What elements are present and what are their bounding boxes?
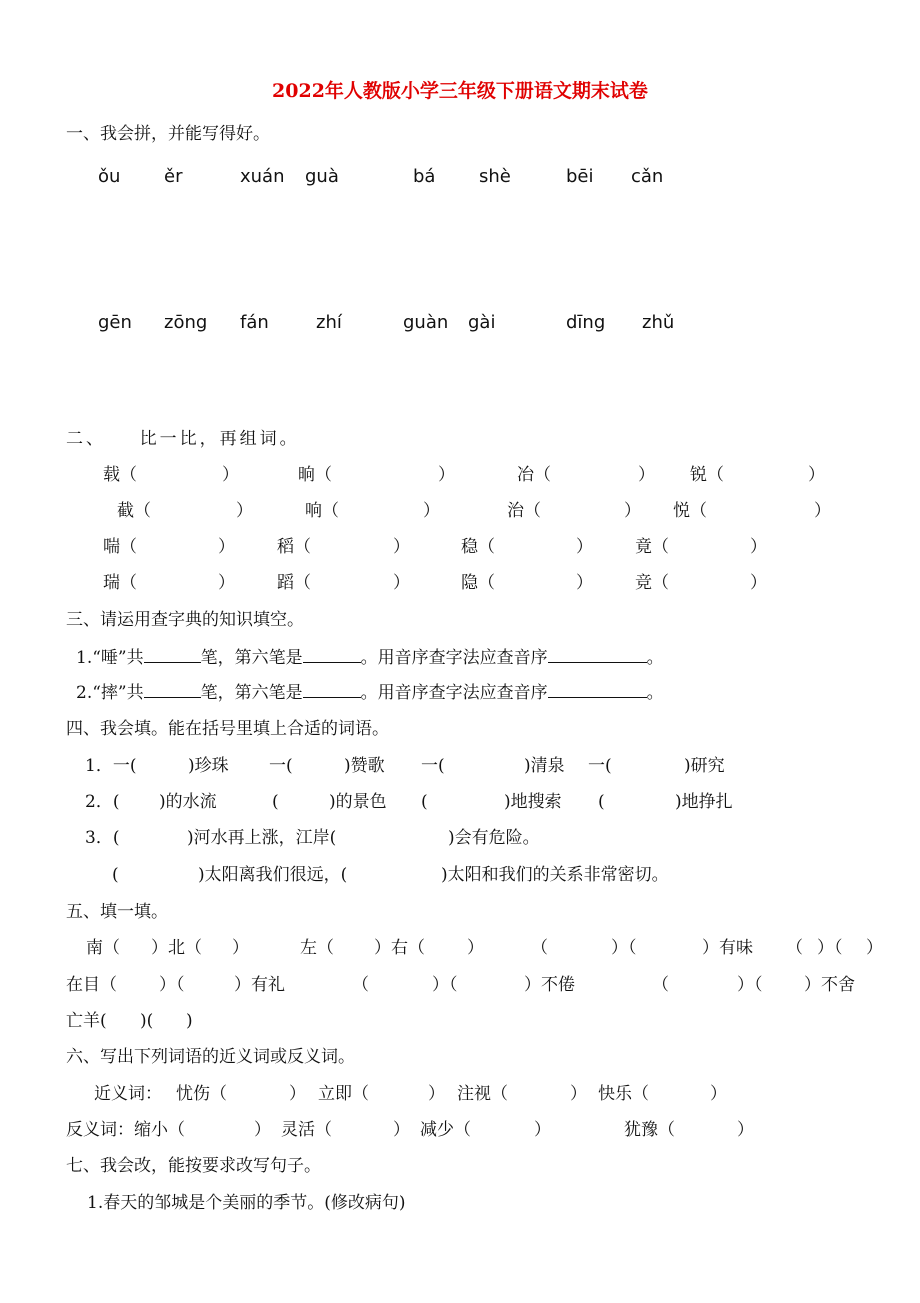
word-text: ） (534, 1120, 551, 1140)
idiom-text: ） (866, 938, 883, 958)
char-blank-close: ） (638, 465, 655, 485)
idiom-text: ）右（ (374, 938, 425, 958)
char-blank-close: ） (438, 465, 455, 485)
fill-text: )研究 (684, 756, 725, 776)
char-blank-close: ） (808, 465, 825, 485)
page-title: 2022年人教版小学三年级下册语文期末试卷 (272, 80, 648, 102)
word-text: 立即（ (318, 1084, 369, 1104)
char-blank: 稳（ (461, 537, 495, 557)
word-text: ） (254, 1120, 271, 1140)
char-blank: 竞（ (635, 573, 669, 593)
idiom-text: ） (467, 938, 484, 958)
answer-blank[interactable] (548, 646, 647, 663)
char-blank: 锐（ (690, 465, 724, 485)
idiom-text: ）不倦 (524, 975, 575, 995)
char-blank: 悦（ (673, 501, 707, 521)
char-blank: 冶（ (517, 465, 551, 485)
pinyin-item: guà (305, 166, 339, 187)
rewrite-item-1: 1.春天的邹城是个美丽的季节。(修改病句) (87, 1193, 406, 1213)
fill-text: )珍珠 (188, 756, 229, 776)
char-blank-close: ） (814, 501, 831, 521)
fill-text: )太阳和我们的关系非常密切。 (441, 865, 669, 885)
idiom-text: ）（ (159, 975, 185, 995)
idiom-text: ）（ (817, 938, 843, 958)
pinyin-item: zhí (316, 312, 342, 333)
pinyin-item: fán (240, 312, 269, 333)
idiom-text: 南（ (86, 938, 120, 958)
fill-text: 一( (269, 756, 293, 776)
idiom-text: （ (786, 938, 803, 958)
word-text: 灵活（ (281, 1120, 332, 1140)
char-blank: 瑞（ (103, 573, 137, 593)
word-text: ） (710, 1084, 727, 1104)
dict-text: 。 (646, 683, 664, 703)
word-text: ） (393, 1120, 410, 1140)
fill-text: )赞歌 (344, 756, 385, 776)
idiom-text: （ (652, 975, 669, 995)
answer-blank[interactable] (303, 646, 361, 663)
section-3-heading: 三、请运用查字典的知识填空。 (66, 610, 304, 630)
idiom-text: ）北（ (151, 938, 202, 958)
char-blank-close: ） (750, 537, 767, 557)
char-blank-close: ） (423, 501, 440, 521)
fill-text: )地搜索 (504, 792, 562, 812)
word-text: 反义词：缩小（ (66, 1120, 185, 1140)
char-blank-close: ） (576, 573, 593, 593)
pinyin-item: xuán (240, 166, 285, 187)
pinyin-item: shè (479, 166, 511, 187)
idiom-text: ）（ (737, 975, 763, 995)
idiom-text: ）（ (432, 975, 458, 995)
char-blank-close: ） (393, 537, 410, 557)
fill-text: )会有危险。 (448, 828, 540, 848)
pinyin-item: ǒu (98, 166, 121, 187)
idiom-text: ）有礼 (234, 975, 285, 995)
word-text: ） (428, 1084, 445, 1104)
section-7-heading: 七、我会改，能按要求改写句子。 (66, 1156, 321, 1176)
char-blank: 隐（ (461, 573, 495, 593)
fill-text: 3．( (85, 828, 120, 848)
dict-text: 。 (646, 648, 664, 668)
section-4-heading: 四、我会填。能在括号里填上合适的词语。 (66, 719, 389, 739)
dictionary-item-2 (76, 681, 664, 704)
dict-text: 。用音序查字法应查音序 (360, 683, 548, 703)
pinyin-item: dīng (566, 312, 606, 333)
dict-text: 。用音序查字法应查音序 (360, 648, 548, 668)
word-text: 注视（ (457, 1084, 508, 1104)
char-blank-close: ） (222, 465, 239, 485)
answer-blank[interactable] (303, 681, 361, 698)
section-6-heading: 六、写出下列词语的近义词或反义词。 (66, 1047, 355, 1067)
char-blank: 晌（ (298, 465, 332, 485)
section-1-heading: 一、我会拼，并能写得好。 (66, 124, 270, 144)
char-blank: 响（ (305, 501, 339, 521)
char-blank-close: ） (624, 501, 641, 521)
idiom-text: ） (232, 938, 249, 958)
fill-text: )地挣扎 (675, 792, 733, 812)
pinyin-item: gài (468, 312, 496, 333)
pinyin-item: gēn (98, 312, 132, 333)
char-blank: 截（ (117, 501, 151, 521)
fill-text: ( (421, 792, 428, 812)
idiom-text: 在目（ (66, 975, 117, 995)
dict-text: 2.“摔”共 (76, 683, 144, 703)
section-5-heading: 五、填一填。 (66, 902, 168, 922)
char-blank: 稻（ (277, 537, 311, 557)
pinyin-item: guàn (403, 312, 449, 333)
char-blank: 竟（ (635, 537, 669, 557)
pinyin-item: cǎn (631, 166, 664, 187)
word-text: 减少（ (420, 1120, 471, 1140)
fill-text: 一( (421, 756, 445, 776)
idiom-text: ) (186, 1011, 193, 1031)
word-text: 忧伤（ (176, 1084, 227, 1104)
fill-text: ( (112, 865, 119, 885)
pinyin-item: ěr (164, 166, 183, 187)
fill-text: ( (272, 792, 279, 812)
pinyin-item: zhǔ (642, 312, 675, 333)
dict-text: 笔，第六笔是 (200, 648, 303, 668)
idiom-text: 左（ (300, 938, 334, 958)
idiom-text: )( (140, 1011, 154, 1031)
char-blank-close: ） (218, 537, 235, 557)
answer-blank[interactable] (144, 646, 201, 663)
word-text: 近义词： (94, 1084, 162, 1104)
section-2-heading: 二、 比一比，再组词。 (66, 429, 300, 449)
char-blank: 蹈（ (277, 573, 311, 593)
pinyin-item: bá (413, 166, 436, 187)
idiom-text: （ (352, 975, 369, 995)
char-blank: 治（ (507, 501, 541, 521)
word-text: ） (737, 1120, 754, 1140)
char-blank: 喘（ (103, 537, 137, 557)
char-blank: 载（ (103, 465, 137, 485)
word-text: 犹豫（ (624, 1120, 675, 1140)
fill-text: ( (598, 792, 605, 812)
pinyin-item: zōng (164, 312, 208, 333)
pinyin-item: bēi (566, 166, 594, 187)
idiom-text: （ (531, 938, 548, 958)
fill-text: 2．( (85, 792, 120, 812)
idiom-text: ）不舍 (804, 975, 855, 995)
fill-text: )的景色 (329, 792, 387, 812)
fill-text: )河水再上涨，江岸( (187, 828, 337, 848)
fill-text: )清泉 (524, 756, 565, 776)
idiom-text: ）有味 (702, 938, 753, 958)
fill-text: 一( (588, 756, 612, 776)
answer-blank[interactable] (144, 681, 201, 698)
answer-blank[interactable] (548, 681, 647, 698)
idiom-text: 亡羊( (66, 1011, 107, 1031)
word-text: 快乐（ (598, 1084, 649, 1104)
fill-text: 1．一( (85, 756, 137, 776)
char-blank-close: ） (750, 573, 767, 593)
word-text: ） (570, 1084, 587, 1104)
idiom-text: ）（ (611, 938, 637, 958)
fill-text: )的水流 (159, 792, 217, 812)
char-blank-close: ） (236, 501, 253, 521)
fill-text: )太阳离我们很远，( (198, 865, 348, 885)
word-text: ） (289, 1084, 306, 1104)
dict-text: 笔，第六笔是 (200, 683, 303, 703)
char-blank-close: ） (576, 537, 593, 557)
char-blank-close: ） (393, 573, 410, 593)
dictionary-item-1 (76, 646, 664, 669)
char-blank-close: ） (218, 573, 235, 593)
dict-text: 1.“唾”共 (76, 648, 144, 668)
